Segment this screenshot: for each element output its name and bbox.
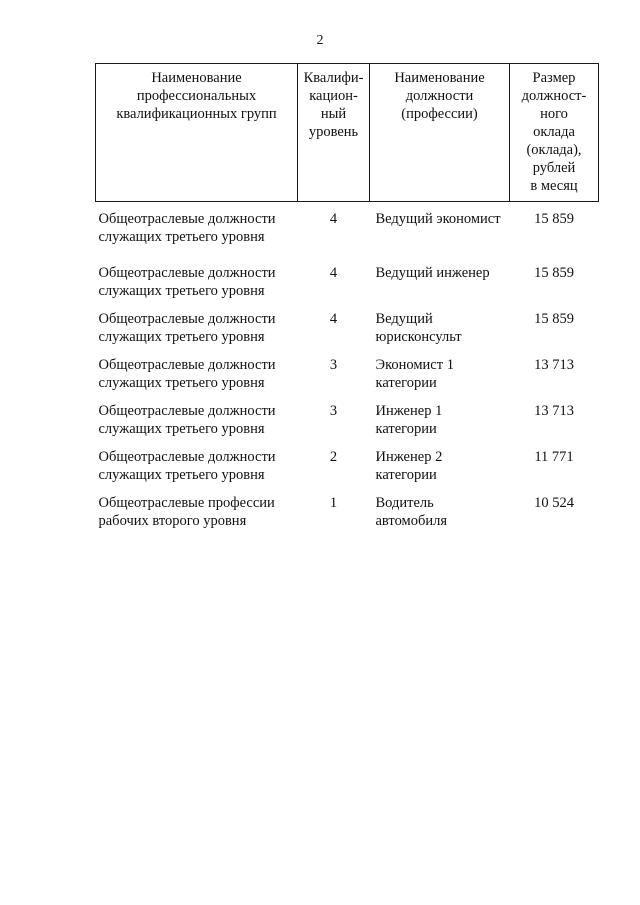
salary-cell: 15 859 [534, 211, 574, 227]
level-cell: 2 [329, 449, 338, 465]
header-level: Квалифи- кацион- ный уровень [298, 64, 370, 202]
salary-cell: 11 771 [534, 449, 574, 465]
table-row [96, 494, 599, 540]
position-cell: Экономист 1 категории [375, 357, 454, 391]
table-row [96, 264, 599, 310]
salary-table [95, 63, 599, 540]
group-cell: Общеотраслевые должности служащих третьего уровня [98, 449, 276, 483]
salary-cell: 13 713 [534, 357, 574, 373]
group-cell: Общеотраслевые профессии рабочих второго уровня [98, 495, 275, 529]
salary-cell: 10 524 [534, 495, 574, 511]
group-cell: Общеотраслевые должности служащих третьего уровня [98, 311, 276, 345]
salary-cell: 15 859 [534, 265, 574, 281]
salary-cell: 13 713 [534, 403, 574, 419]
table-row [96, 356, 599, 402]
table-row [96, 310, 599, 356]
salary-cell: 15 859 [534, 311, 574, 327]
group-cell: Общеотраслевые должности служащих третьего уровня [98, 265, 276, 299]
group-cell: Общеотраслевые должности служащих третьего уровня [98, 211, 276, 245]
position-cell: Ведущий юрисконсульт [375, 311, 462, 345]
position-cell: Инженер 1 категории [375, 403, 443, 437]
header-salary: Размер должност- ного оклада (оклада), рублей в месяц [510, 64, 599, 202]
table-row [96, 448, 599, 494]
level-cell: 4 [329, 311, 338, 327]
level-cell: 4 [329, 211, 338, 227]
table-row [96, 202, 599, 265]
header-group: Наименование профессиональных квалификационных групп [96, 64, 298, 202]
group-cell: Общеотраслевые должности служащих третьего уровня [98, 403, 276, 437]
page-number: 2 [316, 33, 324, 48]
table-row [96, 402, 599, 448]
level-cell: 1 [329, 495, 338, 511]
position-cell: Инженер 2 категории [375, 449, 443, 483]
header-position: Наименование должности (профессии) [370, 64, 510, 202]
position-cell: Водитель автомобиля [375, 495, 448, 529]
position-cell: Ведущий инженер [375, 265, 490, 281]
group-cell: Общеотраслевые должности служащих третьего уровня [98, 357, 276, 391]
level-cell: 4 [329, 265, 338, 281]
position-cell: Ведущий экономист [375, 211, 501, 227]
table-body [96, 202, 599, 541]
table-header [96, 64, 599, 202]
level-cell: 3 [329, 403, 338, 419]
level-cell: 3 [329, 357, 338, 373]
